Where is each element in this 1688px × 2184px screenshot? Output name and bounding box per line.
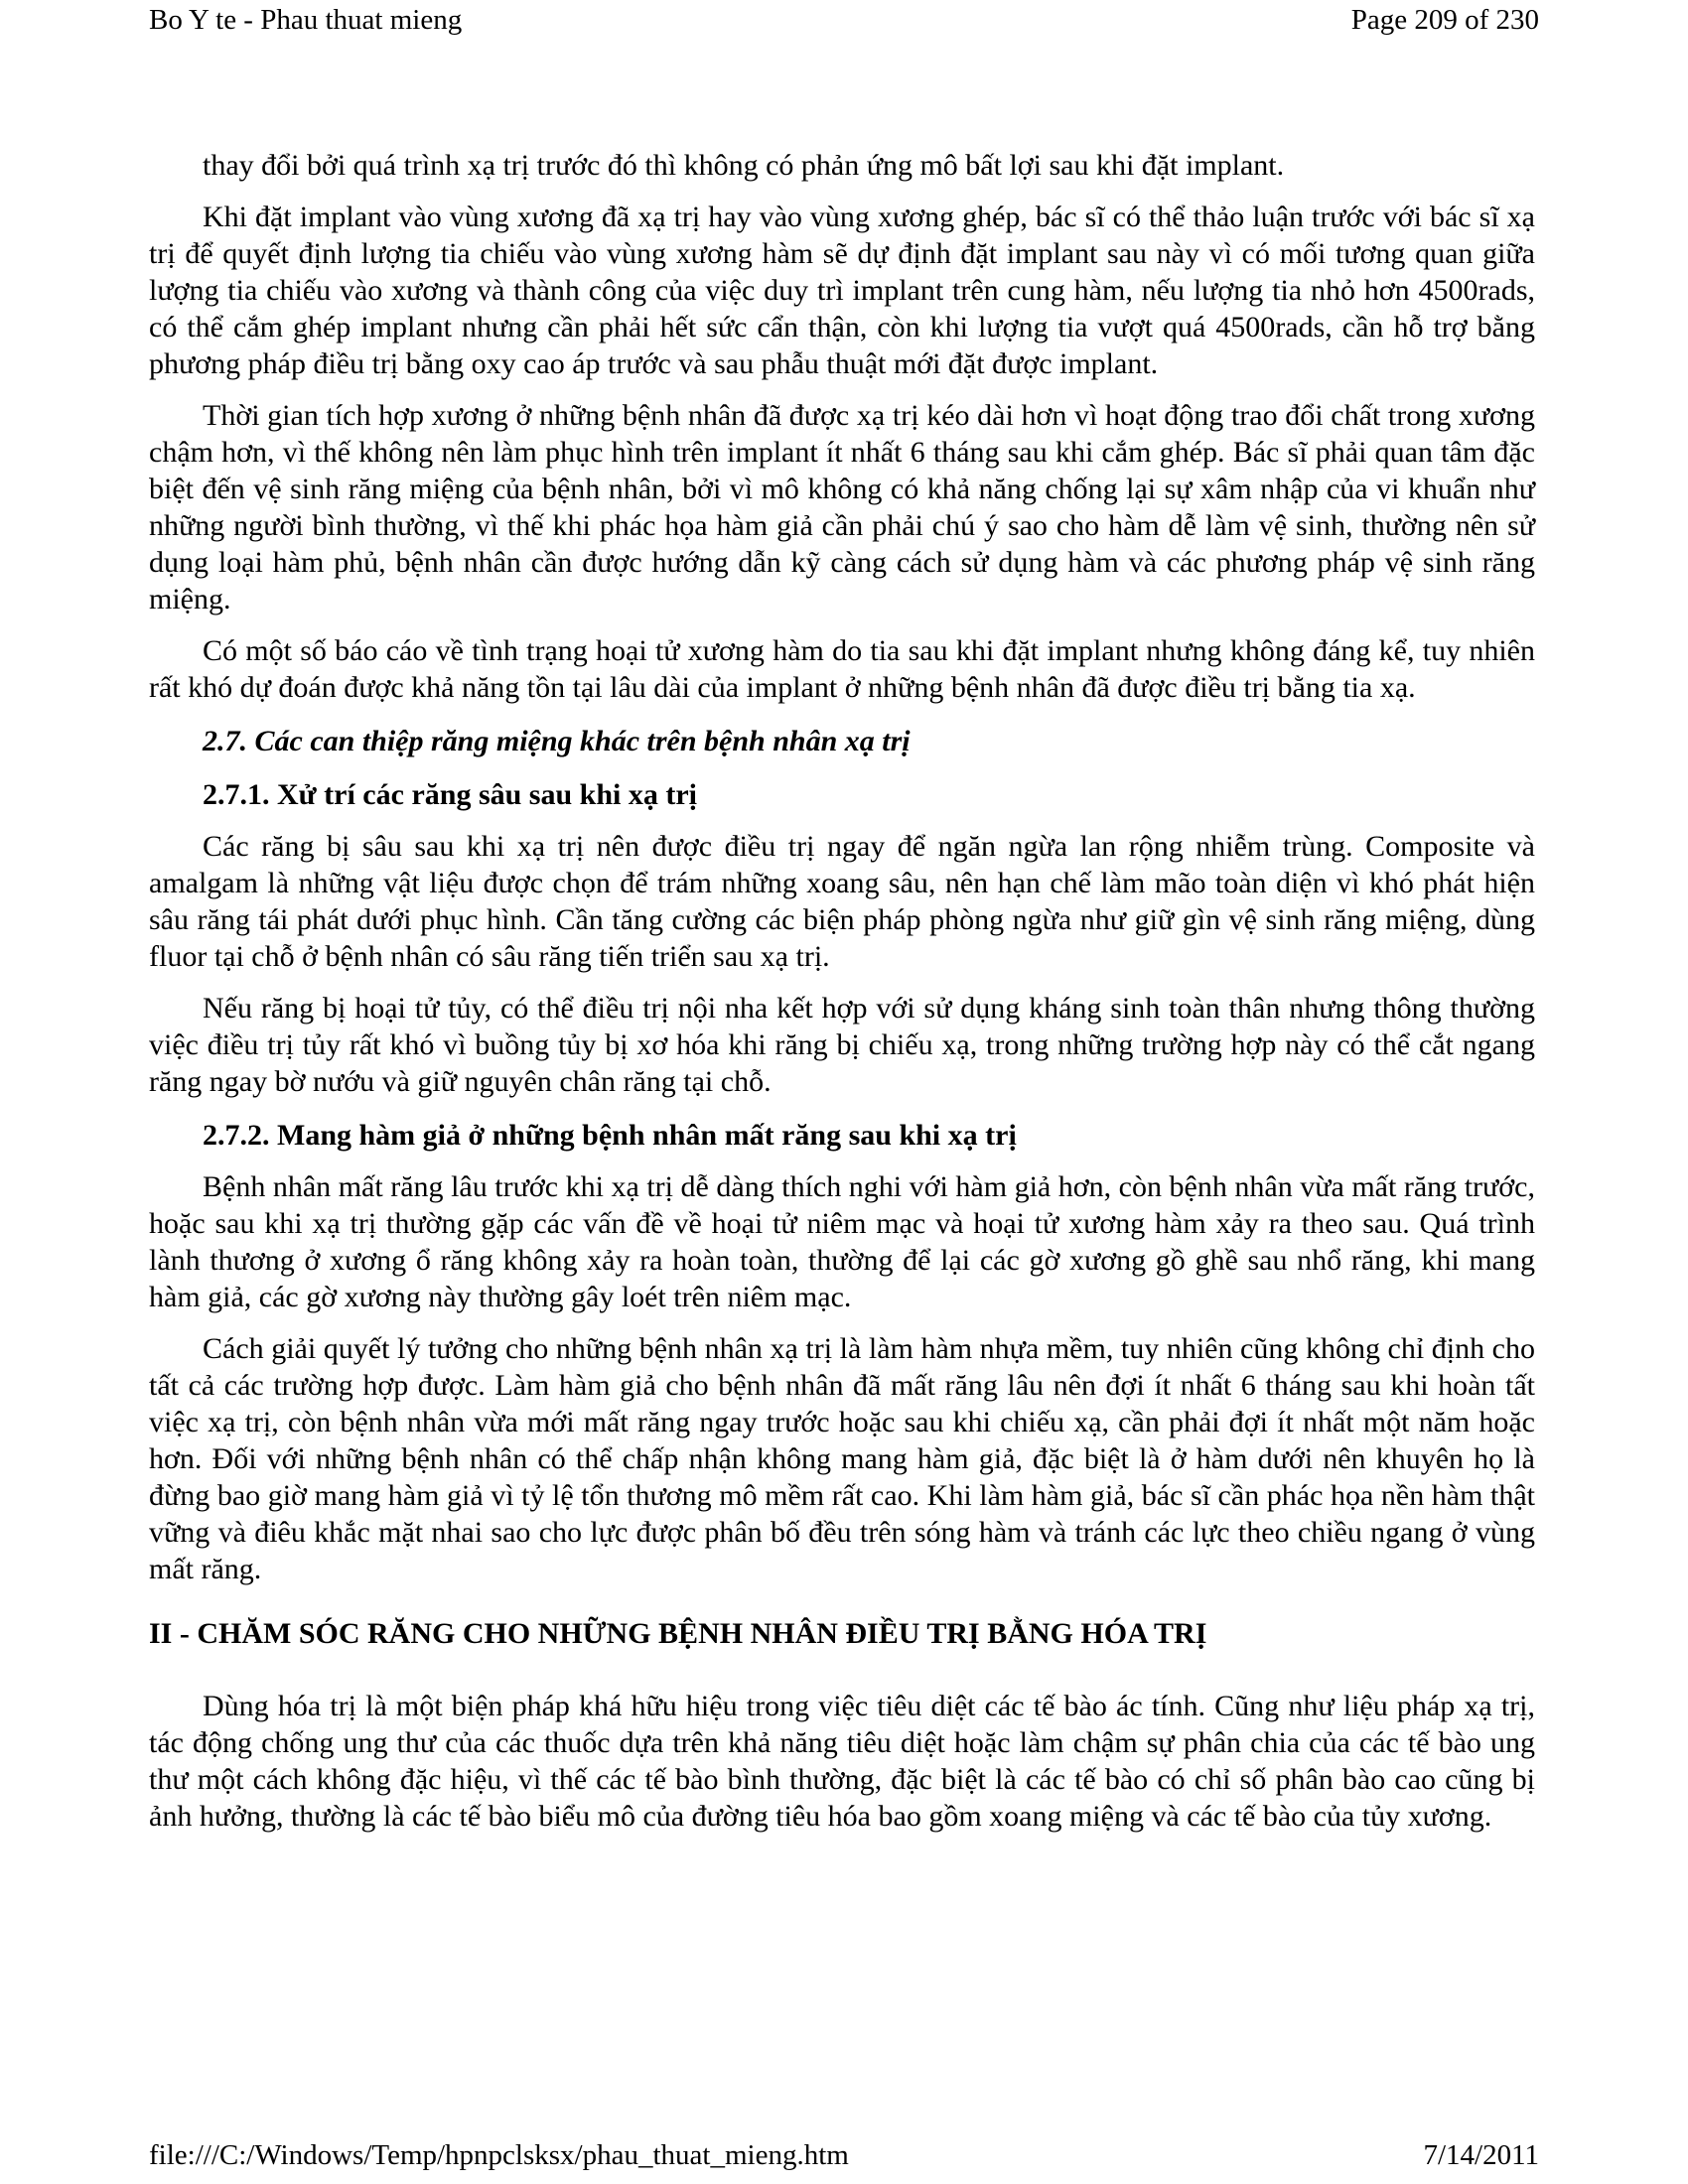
heading-2-7: 2.7. Các can thiệp răng miệng khác trên bệnh nhân xạ trị xyxy=(203,725,911,757)
heading-2-7-2: 2.7.2. Mang hàm giả ở những bệnh nhân mất răng sau khi xạ trị xyxy=(203,1119,1017,1152)
paragraph-implant-irradiated-bone: Khi đặt implant vào vùng xương đã xạ trị hay vào vùng xương ghép, bác sĩ có thể thảo luận trước với bác sĩ xạ trị để quyết định lượng tia chiếu vào vùng xương hàm sẽ dự định đặt implant sau này vì có mối tương quan giữa lượng tia chiếu vào xương và thành công của việc duy trì implant trên cung hàm, nếu lượng tia nhỏ hơn 4500rads, có thể cắm ghép implant nhưng cần phải hết sức cẩn thận, còn khi lượng tia vượt quá 4500rads, cần hỗ trợ bằng phương pháp điều trị bằng oxy cao áp trước và sau phẫu thuật mới đặt được implant. xyxy=(149,201,1535,380)
paragraph-pulp-necrosis: Nếu răng bị hoại tử tủy, có thể điều trị nội nha kết hợp với sử dụng kháng sinh toàn thân nhưng thông thường việc điều trị tủy rất khó vì buồng tủy bị xơ hóa khi răng bị chiếu xạ, trong những trường hợp này có thể cắt ngang răng ngay bờ nướu và giữ nguyên chân răng tại chỗ. xyxy=(149,992,1535,1098)
footer-file-path: file:///C:/Windows/Temp/hpnpclsksx/phau_thuat_mieng.htm xyxy=(149,2139,849,2171)
header-document-title: Bo Y te - Phau thuat mieng xyxy=(149,4,463,36)
heading-2-7-1: 2.7.1. Xử trí các răng sâu sau khi xạ trị xyxy=(203,778,698,811)
paragraph-osseointegration-time: Thời gian tích hợp xương ở những bệnh nhân đã được xạ trị kéo dài hơn vì hoạt động trao đổi chất trong xương chậm hơn, vì thế không nên làm phục hình trên implant ít nhất 6 tháng sau khi cắm ghép. Bác sĩ phải quan tâm đặc biệt đến vệ sinh răng miệng của bệnh nhân, bởi vì mô không có khả năng chống lại sự xâm nhập của vi khuẩn như những người bình thường, vì thế khi phác họa hàm giả cần phải chú ý sao cho hàm dễ làm vệ sinh, thường nên sử dụng loại hàm phủ, bệnh nhân cần được hướng dẫn kỹ càng cách sử dụng hàm và các phương pháp vệ sinh răng miệng. xyxy=(149,399,1535,615)
paragraph-continuation: thay đổi bởi quá trình xạ trị trước đó thì không có phản ứng mô bất lợi sau khi đặt implant. xyxy=(203,149,1285,182)
document-body xyxy=(149,147,1535,1835)
heading-section-II: II - CHĂM SÓC RĂNG CHO NHỮNG BỆNH NHÂN ĐIỀU TRỊ BẰNG HÓA TRỊ xyxy=(149,1617,1207,1650)
header-page-number: Page 209 of 230 xyxy=(1350,4,1539,36)
paragraph-osteoradionecrosis-reports: Có một số báo cáo về tình trạng hoại tử xương hàm do tia sau khi đặt implant nhưng không đáng kể, tuy nhiên rất khó dự đoán được khả năng tồn tại lâu dài của implant ở những bệnh nhân đã được điều trị bằng tia xạ. xyxy=(149,634,1535,704)
footer-date: 7/14/2011 xyxy=(1423,2139,1539,2171)
paragraph-caries-treatment: Các răng bị sâu sau khi xạ trị nên được điều trị ngay để ngăn ngừa lan rộng nhiễm trùng. Composite và amalgam là những vật liệu được chọn để trám những xoang sâu, nên hạn chế làm mão toàn diện vì khó phát hiện sâu răng tái phát dưới phục hình. Cần tăng cường các biện pháp phòng ngừa như giữ gìn vệ sinh răng miệng, dùng fluor tại chỗ ở bệnh nhân có sâu răng tiến triển sau xạ trị. xyxy=(149,830,1535,973)
paragraph-denture-solution: Cách giải quyết lý tưởng cho những bệnh nhân xạ trị là làm hàm nhựa mềm, tuy nhiên cũng không chỉ định cho tất cả các trường hợp được. Làm hàm giả cho bệnh nhân đã mất răng lâu nên đợi ít nhất 6 tháng sau khi hoàn tất việc xạ trị, còn bệnh nhân vừa mới mất răng ngay trước hoặc sau khi chiếu xạ, cần phải đợi ít nhất một năm hoặc hơn. Đối với những bệnh nhân có thể chấp nhận không mang hàm giả, đặc biệt là ở hàm dưới nên khuyên họ là đừng bao giờ mang hàm giả vì tỷ lệ tổn thương mô mềm rất cao. Khi làm hàm giả, bác sĩ cần phác họa nền hàm thật vững và điêu khắc mặt nhai sao cho lực được phân bố đều trên sóng hàm và tránh các lực theo chiều ngang ở vùng mất răng. xyxy=(149,1332,1535,1585)
paragraph-denture-adaptation: Bệnh nhân mất răng lâu trước khi xạ trị dễ dàng thích nghi với hàm giả hơn, còn bệnh nhân vừa mất răng trước, hoặc sau khi xạ trị thường gặp các vấn đề về hoại tử niêm mạc và hoại tử xương hàm xảy ra theo sau. Quá trình lành thương ở xương ổ răng không xảy ra hoàn toàn, thường để lại các gờ xương gồ ghề sau nhổ răng, khi mang hàm giả, các gờ xương này thường gây loét trên niêm mạc. xyxy=(149,1170,1535,1313)
paragraph-chemotherapy: Dùng hóa trị là một biện pháp khá hữu hiệu trong việc tiêu diệt các tế bào ác tính. Cũng như liệu pháp xạ trị, tác động chống ung thư của các thuốc dựa trên khả năng tiêu diệt hoặc làm chậm sự phân chia của các tế bào ung thư một cách không đặc hiệu, vì thế các tế bào bình thường, đặc biệt là các tế bào có chỉ số phân bào cao cũng bị ảnh hưởng, thường là các tế bào biểu mô của đường tiêu hóa bao gồm xoang miệng và các tế bào của tủy xương. xyxy=(149,1690,1535,1833)
